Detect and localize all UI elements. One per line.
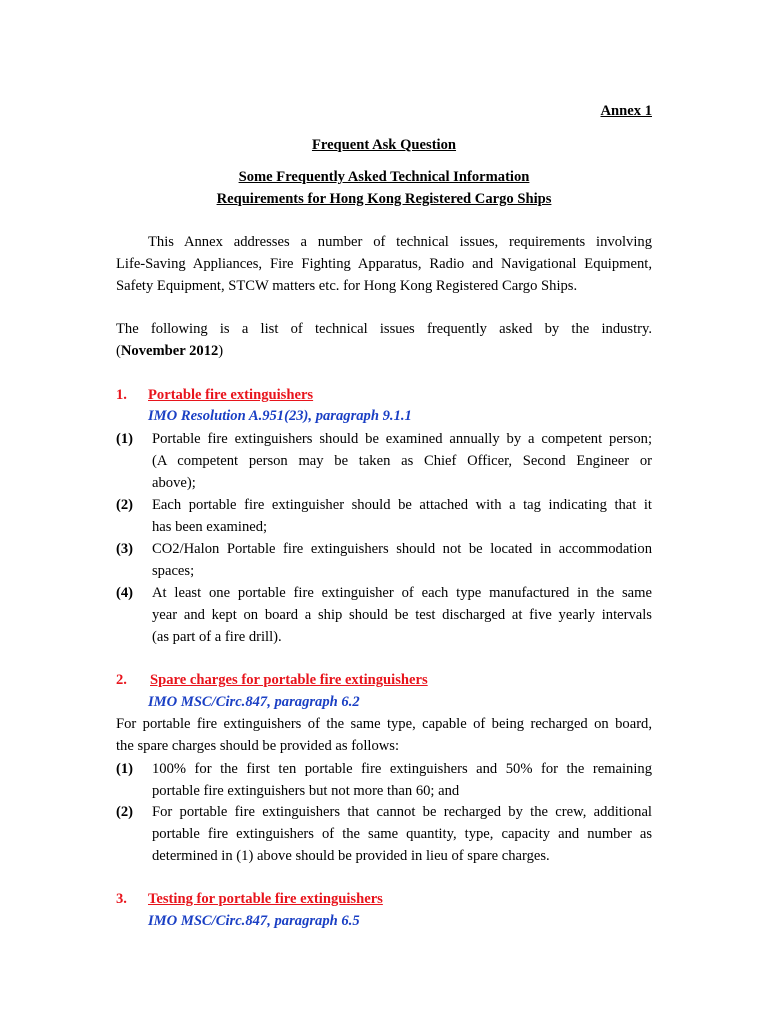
s1-item-1-label: (1) <box>116 431 134 447</box>
s1-item-2: Each portable fire extinguisher should be attached with a tag indicating that it has been examined; <box>152 497 652 535</box>
report-date: November 2012 <box>120 343 219 359</box>
s2-intro-line-1: For portable fire extinguishers of the same type, capable of being recharged on board, <box>116 716 652 732</box>
s1-item-3: CO2/Halon Portable fire extinguishers should not be located in accommodation spaces; <box>152 541 652 579</box>
s2-intro-line-2: the spare charges should be provided as follows: <box>116 738 400 754</box>
section-1-title: Portable fire extinguishers <box>148 387 314 403</box>
section-2-reference: IMO MSC/Circ.847, paragraph 6.2 <box>148 694 360 710</box>
s2-item-2: For portable fire extinguishers that cannot be recharged by the crew, additional portable fire extinguishers of the same quantity, type, capacity and number as determined in (1) above should be provided in lieu of spare charges. <box>152 804 652 864</box>
intro-list-line: The following is a list of technical issues frequently asked by the industry. <box>116 321 652 337</box>
intro-line-3: Safety Equipment, STCW matters etc. for Hong Kong Registered Cargo Ships. <box>116 278 578 294</box>
annex-label: Annex 1 <box>600 103 652 119</box>
section-1-reference: IMO Resolution A.951(23), paragraph 9.1.1 <box>148 408 412 424</box>
faq-title: Frequent Ask Question <box>311 137 457 153</box>
s2-item-2-label: (2) <box>116 804 134 820</box>
s1-item-4: At least one portable fire extinguisher of each type manufactured in the same year and kept on board a ship should be test discharged at five yearly intervals (as part of a fire drill). <box>152 585 652 645</box>
doc-subtitle-2: Requirements for Hong Kong Registered Cargo Ships <box>216 191 552 207</box>
section-2-number: 2. <box>116 672 127 688</box>
intro-line-1: This Annex addresses a number of technical issues, requirements involving <box>148 234 652 250</box>
intro-date-line: (November 2012) <box>116 343 224 359</box>
s1-item-3-label: (3) <box>116 541 134 557</box>
s1-item-4-label: (4) <box>116 585 134 601</box>
s2-item-1: 100% for the first ten portable fire extinguishers and 50% for the remaining portable fire extinguishers but not more than 60; and <box>152 761 652 799</box>
section-3-number: 3. <box>116 891 127 907</box>
section-3-reference: IMO MSC/Circ.847, paragraph 6.5 <box>148 913 360 929</box>
s2-item-1-label: (1) <box>116 761 134 777</box>
doc-subtitle-1: Some Frequently Asked Technical Information <box>238 169 530 185</box>
intro-line-2: Life-Saving Appliances, Fire Fighting Apparatus, Radio and Navigational Equipment, <box>116 256 652 272</box>
section-1-number: 1. <box>116 387 127 403</box>
s1-item-2-label: (2) <box>116 497 134 513</box>
s1-item-1: Portable fire extinguishers should be examined annually by a competent person; (A competent person may be taken as Chief Officer, Second Engineer or above); <box>152 431 652 491</box>
section-3-title: Testing for portable fire extinguishers <box>148 891 383 907</box>
section-2-title: Spare charges for portable fire extinguishers <box>150 672 428 688</box>
